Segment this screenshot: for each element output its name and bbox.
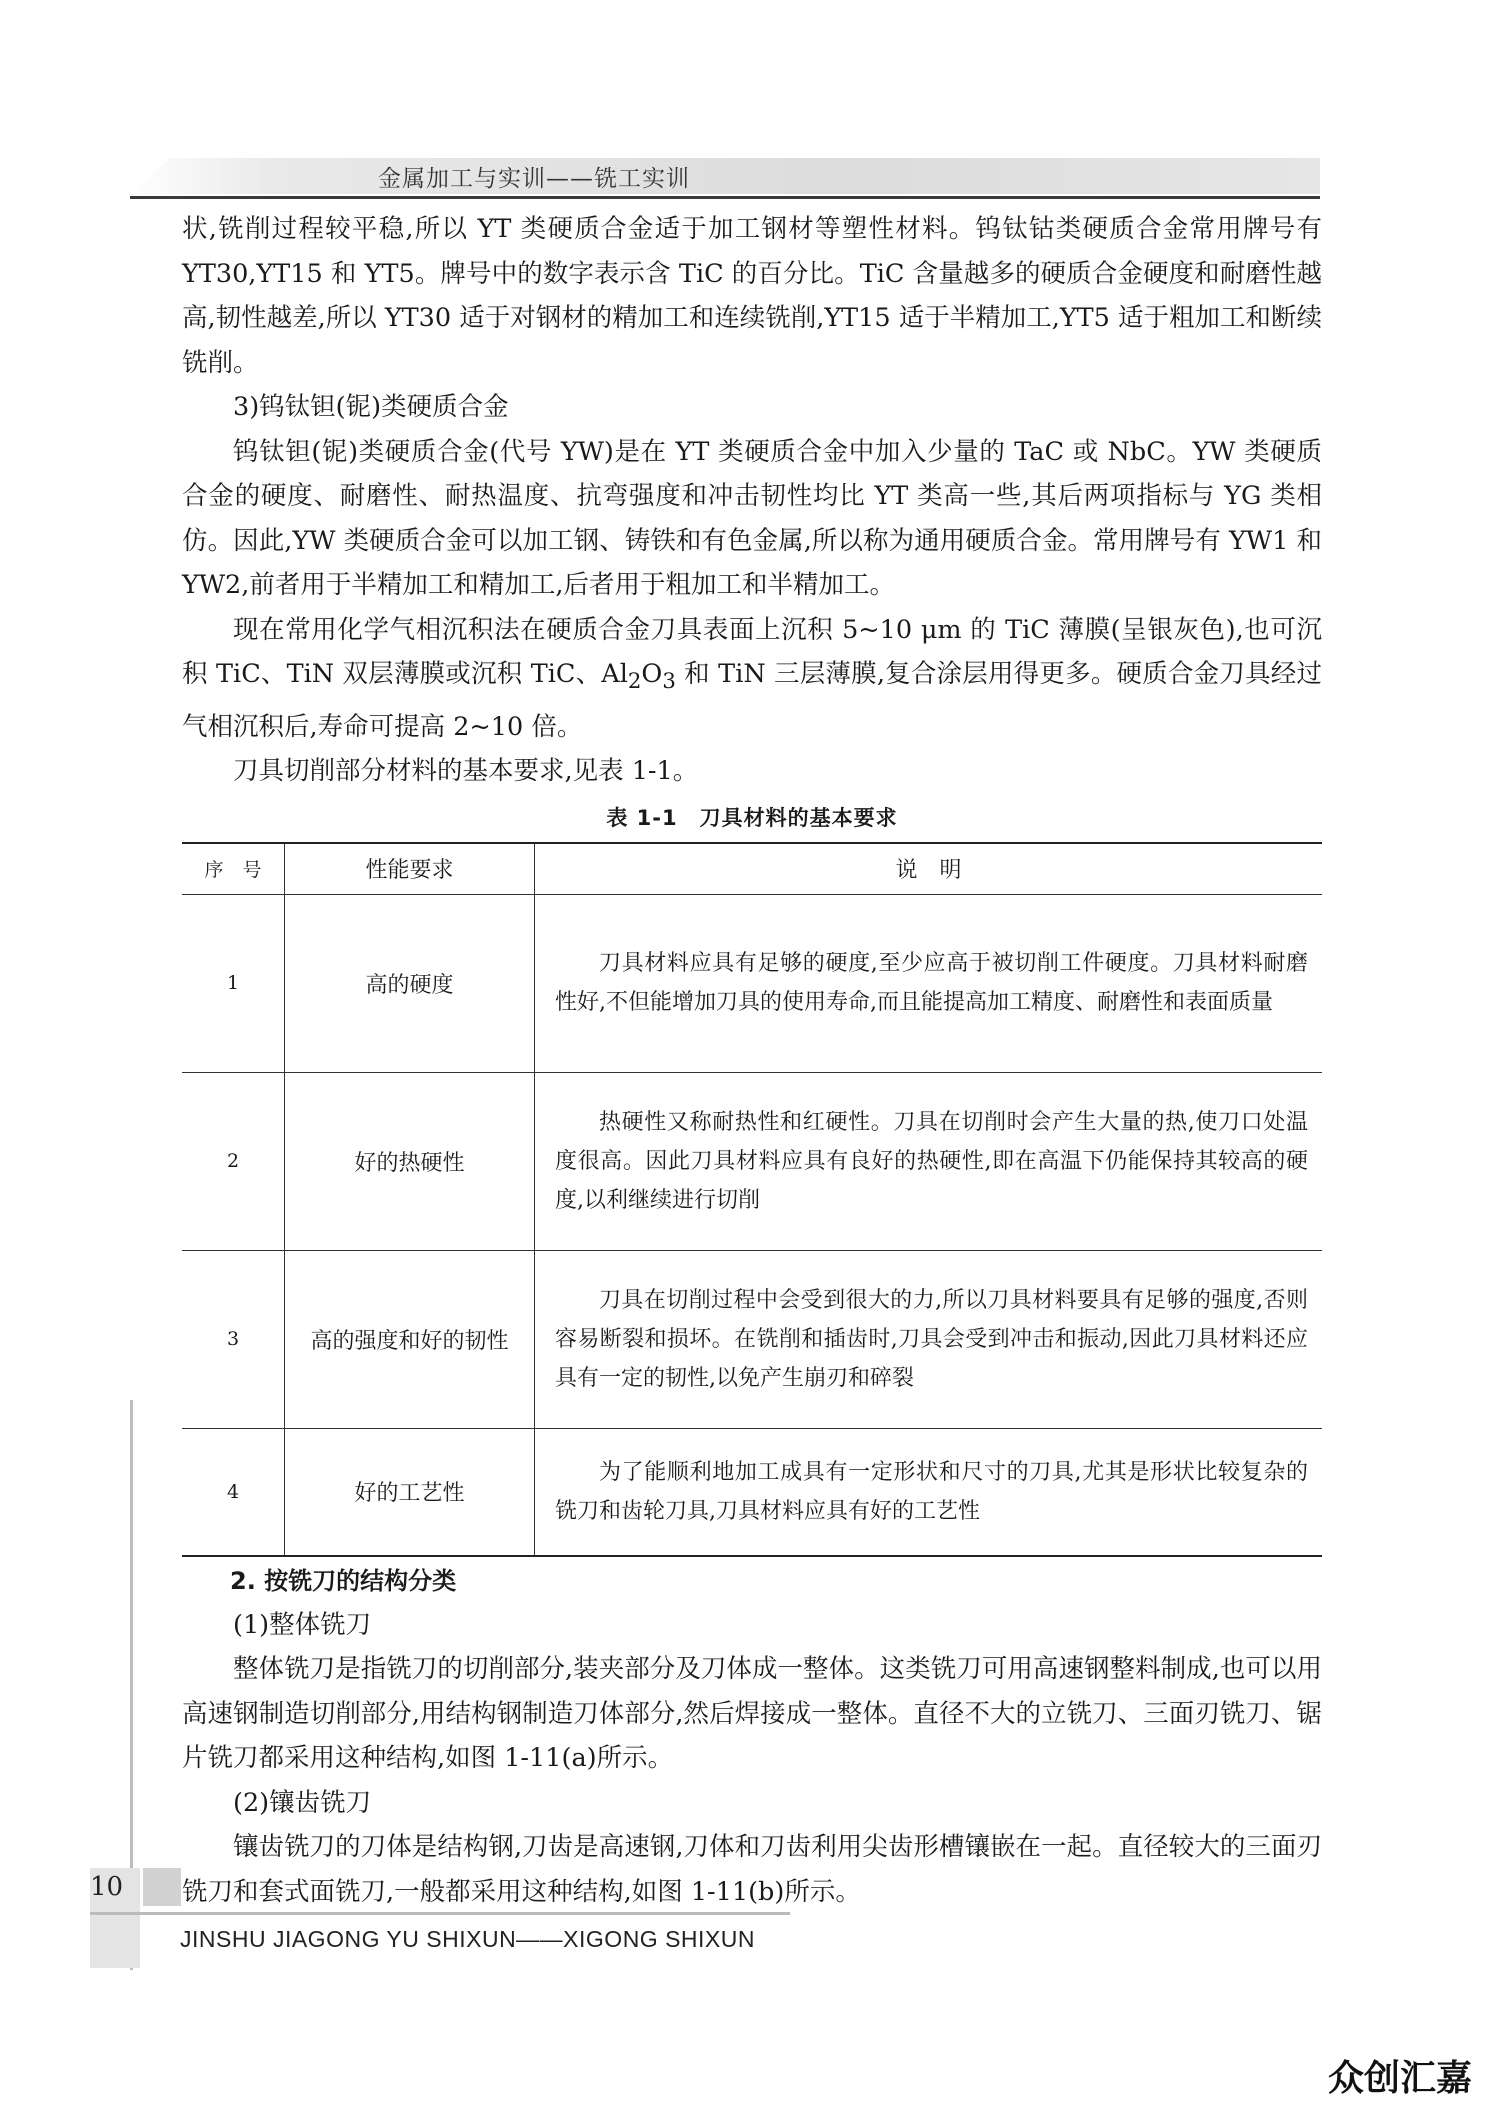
footer-title: JINSHU JIAGONG YU SHIXUN——XIGONG SHIXUN bbox=[180, 1926, 755, 1952]
row-desc bbox=[535, 1428, 1323, 1556]
table-row bbox=[182, 1250, 1322, 1428]
paragraph-inserted-cutter: 镶齿铣刀的刀体是结构钢,刀齿是高速钢,刀体和刀齿利用尖齿形槽镶嵌在一起。直径较大的三面刃铣刀和套式面铣刀,一般都采用这种结构,如图 1-11(b)所示。 bbox=[182, 1832, 1322, 1907]
coating-text-o: O bbox=[641, 659, 663, 689]
header-desc: 说 明 bbox=[535, 843, 1323, 895]
header-no: 序 号 bbox=[182, 843, 285, 895]
paragraph-table-ref: 刀具切削部分材料的基本要求,见表 1-1。 bbox=[233, 756, 699, 787]
paragraph-yt: 状,铣削过程较平稳,所以 YT 类硬质合金适于加工钢材等塑性材料。钨钛钴类硬质合金常用牌号有 YT30,YT15 和 YT5。牌号中的数字表示含 TiC 的百分比。TiC 含量越多的硬质合金硬度和耐磨性越高,韧性越差,所以 YT30 适于对钢材的精加工和连续铣削,YT15 适于半精加工,YT5 适于粗加工和断续铣削。 bbox=[182, 214, 1322, 378]
subheading-inserted-cutter: (2)镶齿铣刀 bbox=[233, 1787, 372, 1818]
row-desc bbox=[535, 1250, 1323, 1428]
row-perf: 高的强度和好的韧性 bbox=[285, 1250, 535, 1428]
row-desc-text: 为了能顺利地加工成具有一定形状和尺寸的刀具,尤其是形状比较复杂的铣刀和齿轮刀具,刀具材料应具有好的工艺性 bbox=[555, 1459, 1308, 1524]
row-desc bbox=[535, 1072, 1323, 1250]
header-band bbox=[130, 158, 1320, 194]
coating-subscript-2: 2 bbox=[627, 669, 642, 695]
footer-rule bbox=[90, 1912, 790, 1915]
coating-subscript-3: 3 bbox=[662, 669, 676, 695]
running-title: 金属加工与实训——铣工实训 bbox=[378, 166, 690, 192]
tool-material-table bbox=[182, 842, 1322, 1557]
row-no: 3 bbox=[182, 1250, 285, 1428]
header-rule bbox=[130, 196, 1320, 199]
row-desc bbox=[535, 894, 1323, 1072]
coating-text-b: 和 TiN 三层薄膜,复合涂层用得更多。硬质合金刀具经过气相沉积后,寿命可提高 2~10 倍。 bbox=[182, 659, 1322, 742]
row-no: 2 bbox=[182, 1072, 285, 1250]
row-perf: 高的硬度 bbox=[285, 894, 535, 1072]
page-number: 10 bbox=[90, 1872, 124, 1902]
row-no: 4 bbox=[182, 1428, 285, 1556]
row-desc-text: 刀具材料应具有足够的硬度,至少应高于被切削工件硬度。刀具材料耐磨性好,不但能增加刀具的使用寿命,而且能提高加工精度、耐磨性和表面质量 bbox=[555, 951, 1308, 1016]
row-perf: 好的工艺性 bbox=[285, 1428, 535, 1556]
table-row bbox=[182, 894, 1322, 1072]
coating-text-a: 现在常用化学气相沉积法在硬质合金刀具表面上沉积 5~10 μm 的 TiC 薄膜(呈银灰色),也可沉积 TiC、TiN 双层薄膜或沉积 TiC、Al bbox=[182, 614, 1322, 689]
table-caption: 表 1-1 刀具材料的基本要求 bbox=[606, 805, 898, 830]
watermark: 众创汇嘉 bbox=[1328, 2058, 1473, 2099]
table-header-row bbox=[182, 843, 1322, 895]
section-heading: 2. 按铣刀的结构分类 bbox=[230, 1566, 457, 1595]
subheading-solid-cutter: (1)整体铣刀 bbox=[233, 1609, 372, 1640]
subheading-yw: 3)钨钛钽(铌)类硬质合金 bbox=[233, 392, 509, 422]
page-body bbox=[182, 207, 1322, 1914]
table-row bbox=[182, 1428, 1322, 1556]
row-no: 1 bbox=[182, 894, 285, 1072]
paragraph-yw: 钨钛钽(铌)类硬质合金(代号 YW)是在 YT 类硬质合金中加入少量的 TaC 或 NbC。YW 类硬质合金的硬度、耐磨性、耐热温度、抗弯强度和冲击韧性均比 YT 类高一些,其后两项指标与 YG 类相仿。因此,YW 类硬质合金可以加工钢、铸铁和有色金属,所以称为通用硬质合金。常用牌号有 YW1 和 YW2,前者用于半精加工和精加工,后者用于粗加工和半精加工。 bbox=[182, 436, 1322, 600]
row-desc-text: 热硬性又称耐热性和红硬性。刀具在切削时会产生大量的热,使刀口处温度很高。因此刀具材料应具有良好的热硬性,即在高温下仍能保持其较高的硬度,以利继续进行切削 bbox=[555, 1109, 1308, 1213]
paragraph-solid-cutter: 整体铣刀是指铣刀的切削部分,装夹部分及刀体成一整体。这类铣刀可用高速钢整料制成,也可以用高速钢制造切削部分,用结构钢制造刀体部分,然后焊接成一整体。直径不大的立铣刀、三面刃铣刀、锯片铣刀都采用这种结构,如图 1-11(a)所示。 bbox=[182, 1654, 1322, 1774]
header-perf: 性能要求 bbox=[285, 843, 535, 895]
page-number-box bbox=[143, 1868, 181, 1906]
table-row bbox=[182, 1072, 1322, 1250]
row-desc-text: 刀具在切削过程中会受到很大的力,所以刀具材料要具有足够的强度,否则容易断裂和损坏。在铣削和插齿时,刀具会受到冲击和振动,因此刀具材料还应具有一定的韧性,以免产生崩刃和碎裂 bbox=[555, 1287, 1308, 1391]
paragraph-coating bbox=[182, 608, 1322, 750]
row-perf: 好的热硬性 bbox=[285, 1072, 535, 1250]
